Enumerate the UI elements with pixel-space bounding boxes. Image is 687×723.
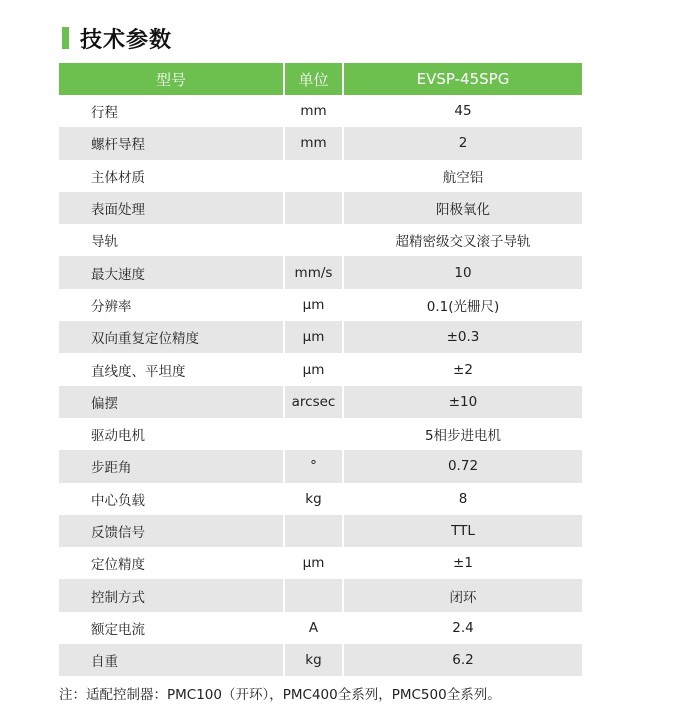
param-unit: μm xyxy=(285,353,344,385)
table-row xyxy=(59,386,582,418)
param-unit xyxy=(285,515,344,547)
table-row xyxy=(59,483,582,515)
param-unit: μm xyxy=(285,547,344,579)
param-value: ±2 xyxy=(344,353,582,385)
param-unit xyxy=(285,224,344,256)
param-unit: mm xyxy=(285,95,344,127)
param-value: 阳极氧化 xyxy=(344,192,582,224)
table-row xyxy=(59,515,582,547)
table-row xyxy=(59,192,582,224)
param-name: 反馈信号 xyxy=(59,515,285,547)
param-value: 2.4 xyxy=(344,612,582,644)
param-value: 0.72 xyxy=(344,450,582,482)
param-unit xyxy=(285,418,344,450)
header-unit: 单位 xyxy=(285,63,344,95)
param-name: 驱动电机 xyxy=(59,418,285,450)
param-value: 8 xyxy=(344,483,582,515)
section-heading xyxy=(62,24,172,52)
table-row xyxy=(59,418,582,450)
param-value: 10 xyxy=(344,256,582,288)
param-name: 额定电流 xyxy=(59,612,285,644)
param-unit: mm/s xyxy=(285,256,344,288)
footnote: 注：适配控制器：PMC100（开环），PMC400全系列，PMC500全系列。 xyxy=(59,687,501,703)
table-row xyxy=(59,450,582,482)
table-row xyxy=(59,547,582,579)
header-model-value: EVSP-45SPG xyxy=(344,63,582,95)
table-row xyxy=(59,353,582,385)
param-name: 最大速度 xyxy=(59,256,285,288)
param-unit: mm xyxy=(285,127,344,159)
param-name: 螺杆导程 xyxy=(59,127,285,159)
table-row xyxy=(59,644,582,676)
table-row xyxy=(59,321,582,353)
table-row xyxy=(59,579,582,611)
param-name: 步距角 xyxy=(59,450,285,482)
table-row xyxy=(59,95,582,127)
param-unit: kg xyxy=(285,644,344,676)
param-unit: μm xyxy=(285,289,344,321)
param-value: TTL xyxy=(344,515,582,547)
param-value: ±1 xyxy=(344,547,582,579)
param-value: 闭环 xyxy=(344,579,582,611)
spec-table-header xyxy=(59,63,582,95)
param-unit xyxy=(285,192,344,224)
table-row xyxy=(59,612,582,644)
param-value: ±0.3 xyxy=(344,321,582,353)
param-value: 2 xyxy=(344,127,582,159)
table-row xyxy=(59,127,582,159)
param-unit xyxy=(285,160,344,192)
param-unit: arcsec xyxy=(285,386,344,418)
param-name: 表面处理 xyxy=(59,192,285,224)
param-unit: A xyxy=(285,612,344,644)
param-name: 偏摆 xyxy=(59,386,285,418)
param-value: 45 xyxy=(344,95,582,127)
param-name: 分辨率 xyxy=(59,289,285,321)
param-name: 直线度、平坦度 xyxy=(59,353,285,385)
param-name: 定位精度 xyxy=(59,547,285,579)
table-row xyxy=(59,256,582,288)
param-value: 航空铝 xyxy=(344,160,582,192)
header-model: 型号 xyxy=(59,63,285,95)
param-name: 行程 xyxy=(59,95,285,127)
spec-table xyxy=(59,63,582,676)
param-name: 双向重复定位精度 xyxy=(59,321,285,353)
heading-accent-bar xyxy=(62,27,69,49)
param-name: 中心负载 xyxy=(59,483,285,515)
section-title: 技术参数 xyxy=(80,27,173,53)
param-unit: μm xyxy=(285,321,344,353)
param-unit: kg xyxy=(285,483,344,515)
param-name: 导轨 xyxy=(59,224,285,256)
param-value: 6.2 xyxy=(344,644,582,676)
param-value: 0.1(光栅尺) xyxy=(344,289,582,321)
param-value: 5相步进电机 xyxy=(344,418,582,450)
table-row xyxy=(59,160,582,192)
param-unit xyxy=(285,579,344,611)
param-name: 控制方式 xyxy=(59,579,285,611)
param-name: 自重 xyxy=(59,644,285,676)
table-row xyxy=(59,289,582,321)
param-value: 超精密级交叉滚子导轨 xyxy=(344,224,582,256)
param-unit: ° xyxy=(285,450,344,482)
table-row xyxy=(59,224,582,256)
param-value: ±10 xyxy=(344,386,582,418)
param-name: 主体材质 xyxy=(59,160,285,192)
